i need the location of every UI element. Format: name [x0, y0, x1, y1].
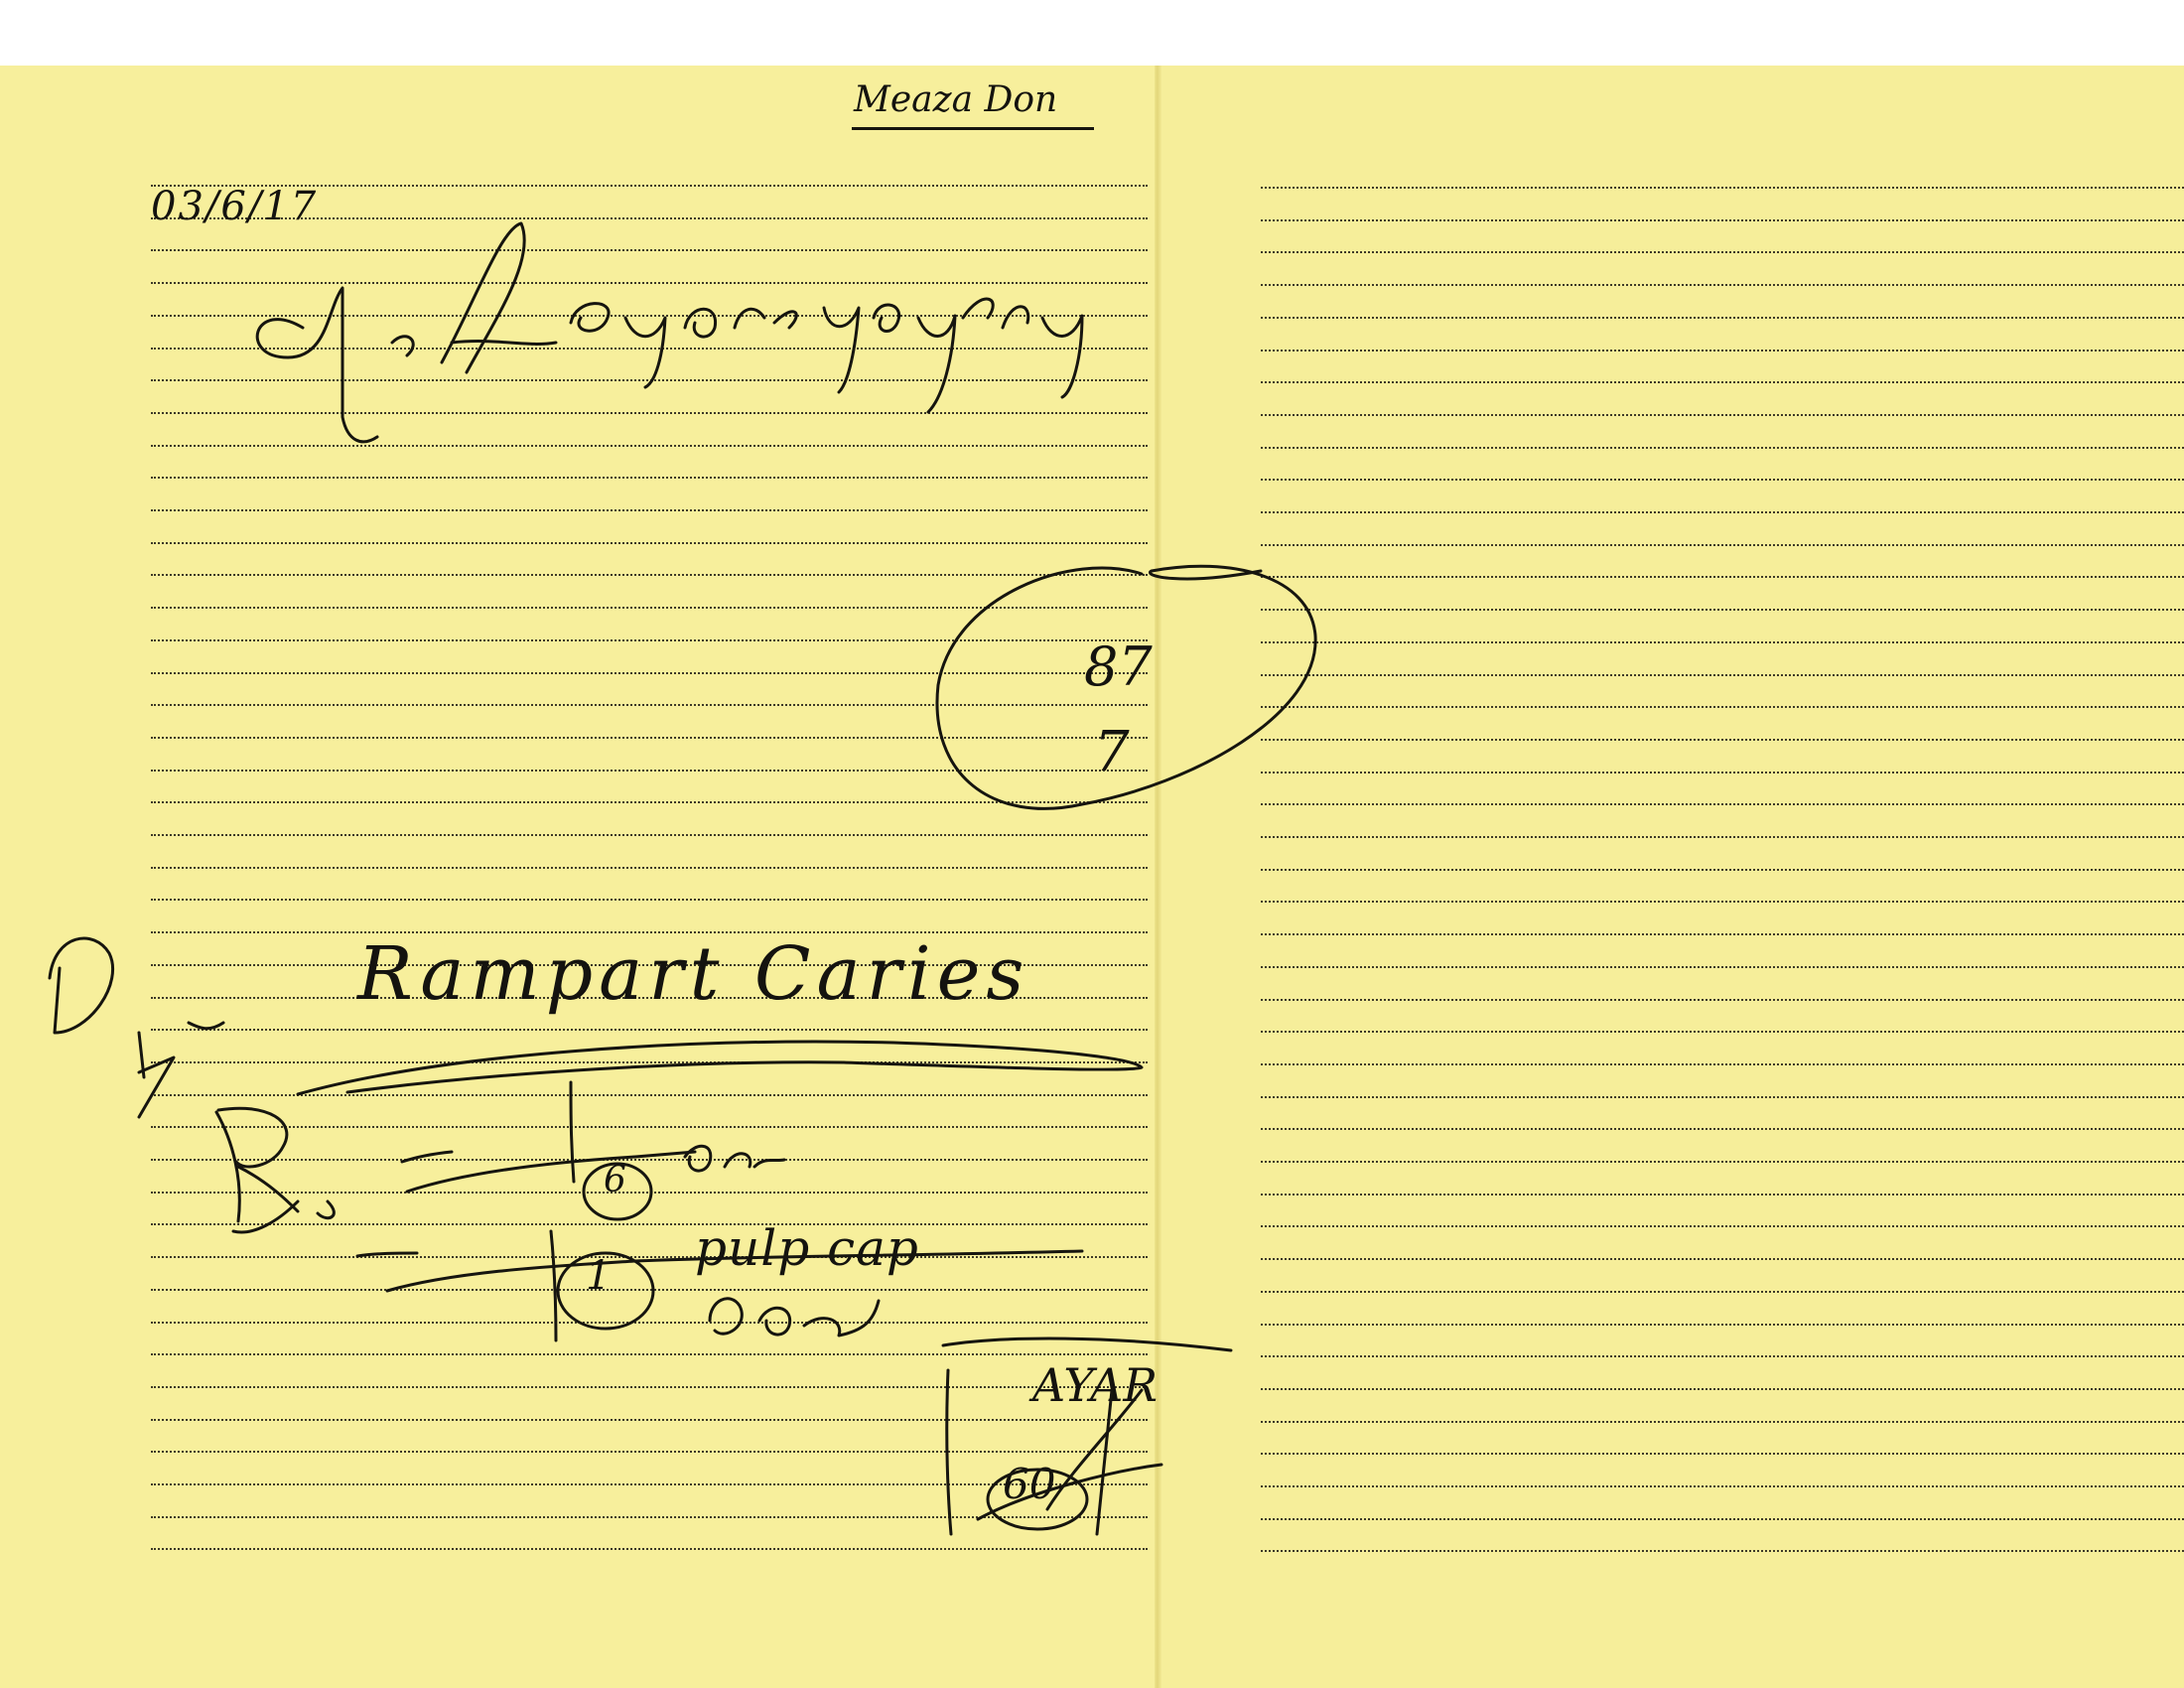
vertical-stroke-1 [571, 1082, 574, 1182]
rx-symbol [216, 1108, 334, 1232]
quadrant-bracket-top [943, 1338, 1231, 1350]
quadrant-bracket-side [947, 1370, 951, 1534]
vertical-stroke-2 [551, 1231, 556, 1340]
scribble-or [685, 1146, 784, 1171]
quadrant-strike [1047, 1390, 1142, 1534]
circled-number-top: 87 [1084, 635, 1153, 698]
dash-lower [357, 1253, 417, 1256]
margin-mark [50, 938, 223, 1117]
circled-number-bottom: 7 [1094, 720, 1130, 784]
heading-underline [298, 1042, 1142, 1094]
header-name: Meaza Don [854, 79, 1058, 120]
quadrant-number: 60 [1003, 1460, 1056, 1508]
tooth-number-upper: 6 [604, 1160, 626, 1200]
dash-upper [402, 1152, 452, 1162]
quadrant-note: AYAR [1032, 1358, 1159, 1412]
treatment-note: pulp cap [695, 1219, 919, 1277]
tooth-number-middle: 1 [586, 1253, 612, 1299]
scribble-line-1d [824, 299, 1082, 412]
scribble-line-1c [571, 304, 796, 387]
tooth-circle-upper [584, 1164, 651, 1219]
tooth-circle-middle [558, 1253, 653, 1329]
scribble-line-1b [392, 223, 556, 372]
circle-around-numbers [937, 566, 1315, 808]
scribble-six-zero [710, 1299, 879, 1336]
scribble-line-1 [257, 288, 377, 442]
date: 03/6/17 [151, 184, 319, 229]
heading: Rampart Caries [357, 931, 1030, 1017]
quadrant-circle [988, 1470, 1087, 1529]
quadrant-under [978, 1465, 1161, 1519]
strike-lower [387, 1251, 1082, 1291]
